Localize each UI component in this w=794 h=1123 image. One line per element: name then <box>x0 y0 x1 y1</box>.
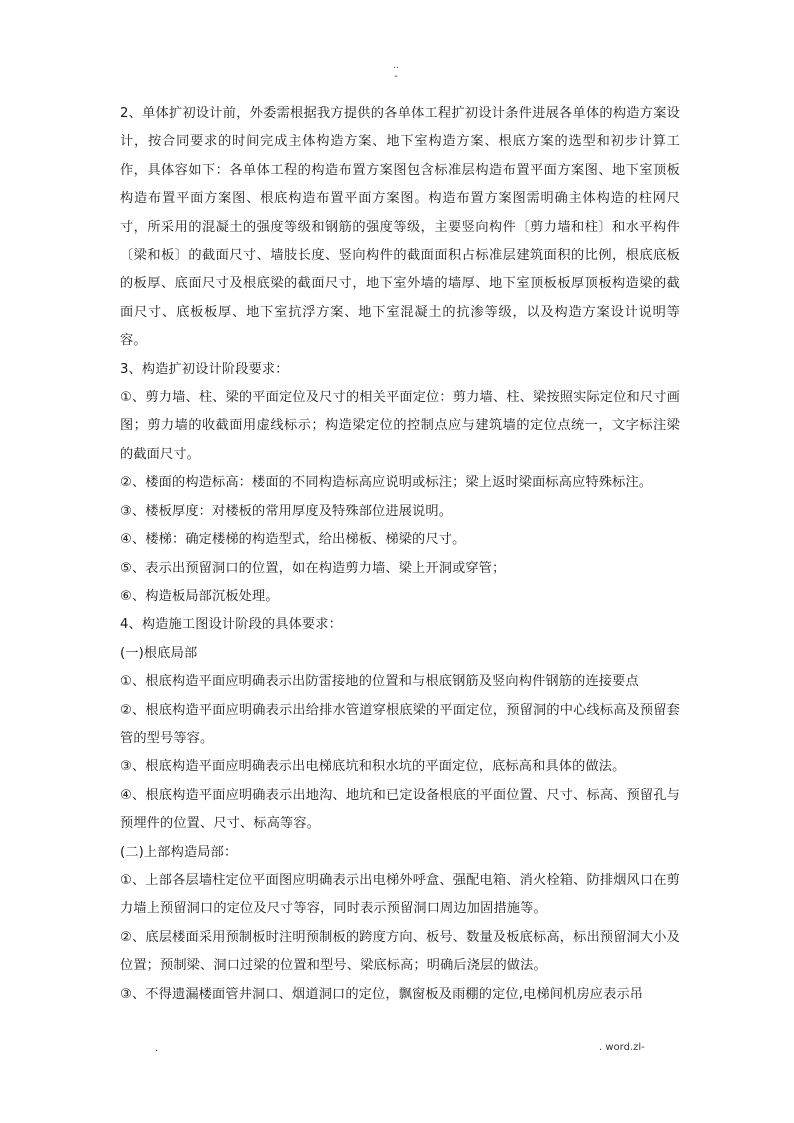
subheading-superstructure: (二)上部构造局部： <box>120 844 238 860</box>
paragraph-foundation-1: ①、根底构造平面应明确表示出防雷接地的位置和与根底钢筋及竖向构件钢筋的连接要点 <box>120 674 639 690</box>
subheading-foundation: (一)根底局部 <box>120 645 198 661</box>
paragraph-foundation-4: ④、根底构造平面应明确表示出地沟、地坑和已定设备根底的平面位置、尺寸、标高、预留孔与预埋件的位置、尺寸、标高等容。 <box>120 787 680 832</box>
footer-watermark: . word.zl- <box>599 1042 645 1053</box>
footer-left-mark: . <box>155 1043 159 1054</box>
paragraph-superstructure-3: ③、不得遗漏楼面管井洞口、烟道洞口的定位，飘窗板及雨棚的定位,电梯间机房应表示吊 <box>120 986 644 1002</box>
paragraph-section-2: 2、单体扩初设计前，外委需根据我方提供的各单体工程扩初设计条件进展各单体的构造方案设计，按合同要求的时间完成主体构造方案、地下室构造方案、根底方案的选型和初步计算工作，具体容如下：各单体工程的构造布置方案图包含标准层构造布置平面方案图、地下室顶板构造布置平面方案图、根底构造布置平面方案图。构造布置方案图需明确主体构造的柱网尺寸，所采用的混凝土的强度等级和钢筋的强度等级，主要竖向构件〔剪力墙和柱〕和水平构件〔梁和板〕的截面尺寸、墙肢长度、竖向构件的截面面积占标准层建筑面积的比例，根底底板的板厚、底面尺寸及根底梁的截面尺寸，地下室外墙的墙厚、地下室顶板板厚顶板构造梁的截面尺寸、底板板厚、地下室抗浮方案、地下室混凝土的抗渗等级，以及构造方案设计说明等容。 <box>120 106 680 349</box>
header-dash: - <box>394 71 398 82</box>
header-dots: .. <box>393 61 399 71</box>
heading-section-4: 4、构造施工图设计阶段的具体要求： <box>120 617 342 633</box>
paragraph-item-3: ③、楼板厚度：对楼板的常用厚度及特殊部位进展说明。 <box>120 503 453 519</box>
paragraph-item-2: ②、楼面的构造标高：楼面的不同构造标高应说明或标注；梁上返时梁面标高应特殊标注。 <box>120 475 653 491</box>
paragraph-foundation-2: ②、根底构造平面应明确表示出给排水管道穿根底梁的平面定位，预留洞的中心线标高及预留套管的型号等容。 <box>120 702 680 746</box>
paragraph-superstructure-1: ①、上部各层墙柱定位平面图应明确表示出电梯外呼盒、强配电箱、消火栓箱、防排烟风口在剪力墙上预留洞口的定位及尺寸等容，同时表示预留洞口周边加固措施等。 <box>120 872 680 917</box>
paragraph-item-1: ①、剪力墙、柱、梁的平面定位及尺寸的相关平面定位：剪力墙、柱、梁按照实际定位和尺寸画图；剪力墙的收截面用虚线标示；构造梁定位的控制点应与建筑墙的定位点统一，文字标注梁的截面尺寸。 <box>120 390 680 462</box>
heading-section-3: 3、构造扩初设计阶段要求： <box>120 361 289 377</box>
page-header-mark <box>393 62 399 81</box>
paragraph-item-5: ⑤、表示出预留洞口的位置，如在构造剪力墙、梁上开洞或穿管； <box>120 560 506 576</box>
paragraph-item-6: ⑥、构造板局部沉板处理。 <box>120 588 279 604</box>
document-body <box>120 100 680 1009</box>
paragraph-item-4: ④、楼梯：确定楼梯的构造型式，给出梯板、梯梁的尺寸。 <box>120 532 466 548</box>
paragraph-superstructure-2: ②、底层楼面采用预制板时注明预制板的跨度方向、板号、数量及板底标高，标出预留洞大小及位置；预制梁、洞口过梁的位置和型号、梁底标高；明确后浇层的做法。 <box>120 929 680 974</box>
paragraph-foundation-3: ③、根底构造平面应明确表示出电梯底坑和积水坑的平面定位，底标高和具体的做法。 <box>120 759 626 775</box>
